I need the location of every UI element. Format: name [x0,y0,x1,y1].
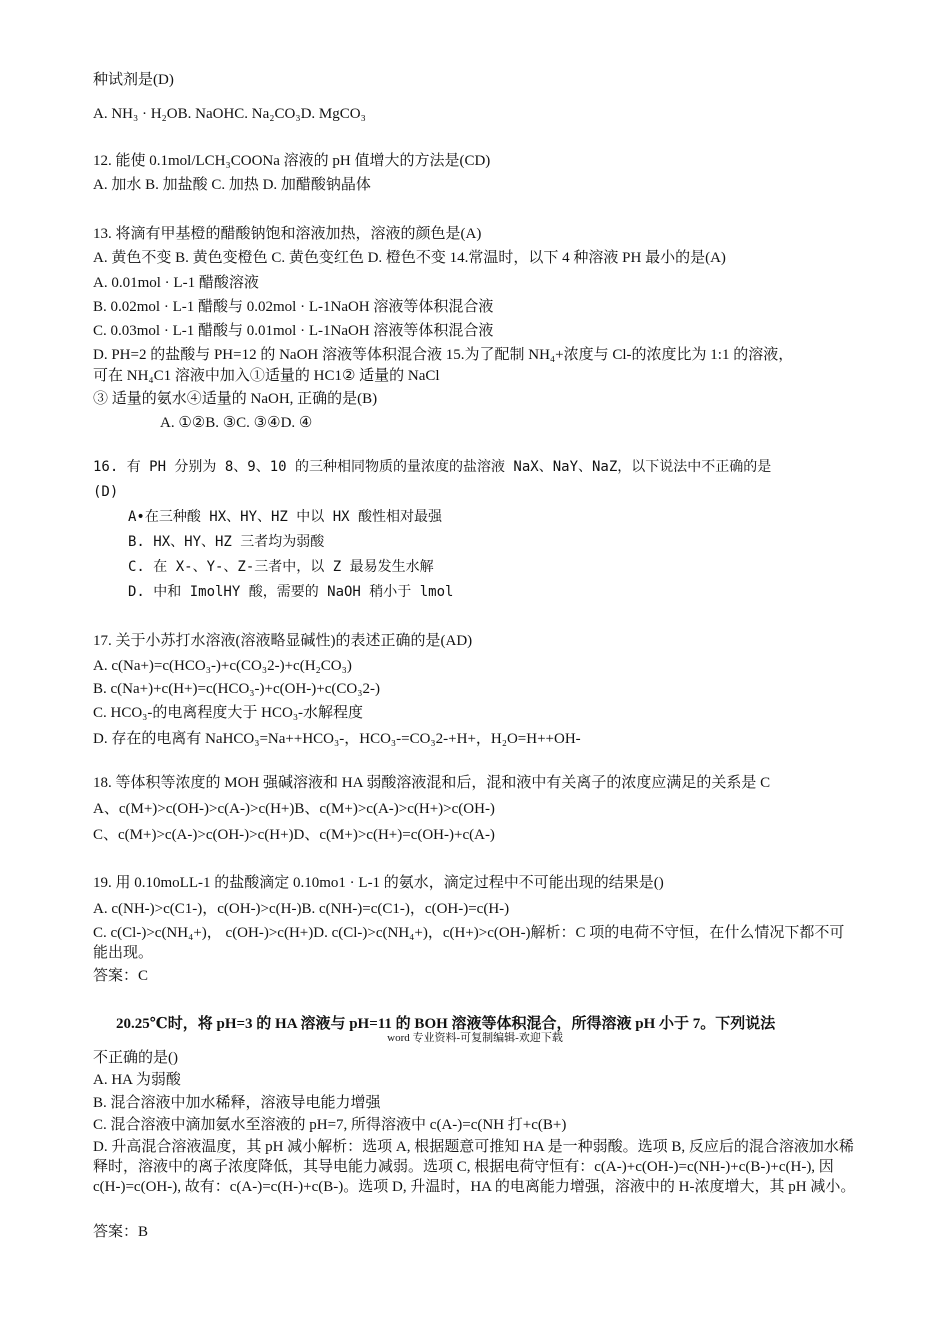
question-19: 19. 用 0.10moLL-1 的盐酸滴定 0.10mo1 · L-1 的氨水，滴定过程中不可能出现的结果是() [93,875,664,891]
question-18-options-ab: A、c(M+)>c(OH-)>c(A-)>c(H+)B、c(M+)>c(A-)>c(H+)>c(OH-) [93,801,495,817]
question-17: 17. 关于小苏打水溶液(溶液略显碱性)的表述正确的是(AD) [93,633,473,649]
question-16-option-d: D. 中和 ImolHY 酸，需要的 NaOH 稍小于 lmol [128,584,454,600]
question-17-option-d: D. 存在的电离有 NaHCO₃=Na++HCO₃-，HCO₃-=CO₃2-+H+，H₂O=H++OH- [93,731,581,747]
text-line: A. NH₃ · H₂OB. NaOHC. Na₂CO₃D. MgCO₃ [93,106,366,122]
question-17-option-a: A. c(Na+)=c(HCO₃-)+c(CO₃2-)+c(H₂CO₃) [93,658,352,674]
question-19-answer: 答案：C [93,968,149,984]
question-20-option-b: B. 混合溶液中加水稀释，溶液导电能力增强 [93,1095,381,1111]
question-16-answer: (D) [93,484,119,500]
question-16-option-b: B. HX、HY、HZ 三者均为弱酸 [128,534,325,550]
question-15-line: ③ 适量的氨水④适量的 NaOH, 正确的是(B) [93,391,378,407]
question-20: 20.25℃时，将 pH=3 的 HA 溶液与 pH=11 的 BOH 溶液等体积混合，所得溶液 pH 小于 7。下列说法 [116,1016,776,1032]
question-19-options-ab: A. c(NH-)>c(C1-)，c(OH-)>c(H-)B. c(NH-)=c(C1-)，c(OH-)=c(H-) [93,901,510,917]
question-12-options: A. 加水 B. 加盐酸 C. 加热 D. 加醋酸钠晶体 [93,177,371,193]
question-16-option-a: A•在三种酸 HX、HY、HZ 中以 HX 酸性相对最强 [128,509,443,525]
question-14-option-c: C. 0.03mol · L-1 醋酸与 0.01mol · L-1NaOH 溶液等体积混合液 [93,323,494,339]
question-19-options-cd: C. c(Cl-)>c(NH₄+)， c(OH-)>c(H+)D. c(Cl-)>c(NH₄+)，c(H+)>c(OH-)解析：C 项的电荷不守恒，在什么情况下都不可能出现。 [93,925,845,961]
question-20-answer: 答案：B [93,1224,149,1240]
question-20-option-a: A. HA 为弱酸 [93,1072,181,1088]
question-20-continued: 不正确的是() [93,1050,178,1066]
question-20-option-c: C. 混合溶液中滴加氨水至溶液的 pH=7, 所得溶液中 c(A-)=c(NH 打+c(B+) [93,1117,567,1133]
question-14-option-a: A. 0.01mol · L-1 醋酸溶液 [93,275,259,291]
question-18-options-cd: C、c(M+)>c(A-)>c(OH-)>c(H+)D、c(M+)>c(H+)=c(OH-)+c(A-) [93,827,495,843]
question-13: 13. 将滴有甲基橙的醋酸钠饱和溶液加热，溶液的颜色是(A) [93,226,482,242]
question-14-option-d: D. PH=2 的盐酸与 PH=12 的 NaOH 溶液等体积混合液 15.为了配制 NH₄+浓度与 Cl-的浓度比为 1:1 的溶液， [93,347,794,363]
question-17-option-b: B. c(Na+)+c(H+)=c(HCO₃-)+c(OH-)+c(CO₃2-) [93,681,380,697]
text-line: 种试剂是(D) [93,72,174,88]
question-12: 12. 能使 0.1mol/LCH₃COONa 溶液的 pH 值增大的方法是(CD) [93,153,491,169]
question-20-option-d: D. 升高混合溶液温度，其 pH 减小解析：选项 A, 根据题意可推知 HA 是一种弱酸。选项 B, 反应后的混合溶液加水稀释时，溶液中的离子浓度降低，其导电能力减弱。选项 C, 根据电荷守恒有：c(A-)+c(OH-)=c(NH-)+c(B-)+c(H-), 因 c(H-)=c(OH-), 故有：c(A-)=c(H-)+c(B-)。选项 D, 升温时，HA 的电离能力增强，溶液中的 H-浓度增大，其 pH 减小。 [93,1139,856,1195]
question-15-line: 可在 NH₄C1 溶液中加入①适量的 HC1② 适量的 NaCl [93,368,440,384]
question-17-option-c: C. HCO₃-的电离程度大于 HCO₃-水解程度 [93,705,364,721]
question-16-option-c: C. 在 X-、Y-、Z-三者中，以 Z 最易发生水解 [128,559,434,575]
question-18: 18. 等体积等浓度的 MOH 强碱溶液和 HA 弱酸溶液混和后，混和液中有关离子的浓度应满足的关系是 C [93,775,771,791]
question-13-options: A. 黄色不变 B. 黄色变橙色 C. 黄色变红色 D. 橙色不变 14.常温时，以下 4 种溶液 PH 最小的是(A) [93,250,726,266]
page-footer: word 专业资料-可复制编辑-欢迎下载 [387,1032,563,1044]
question-16: 16. 有 PH 分别为 8、9、10 的三种相同物质的量浓度的盐溶液 NaX、NaY、NaZ，以下说法中不正确的是 [93,459,772,475]
question-14-option-b: B. 0.02mol · L-1 醋酸与 0.02mol · L-1NaOH 溶液等体积混合液 [93,299,494,315]
question-15-options: A. ①②B. ③C. ③④D. ④ [160,415,313,431]
